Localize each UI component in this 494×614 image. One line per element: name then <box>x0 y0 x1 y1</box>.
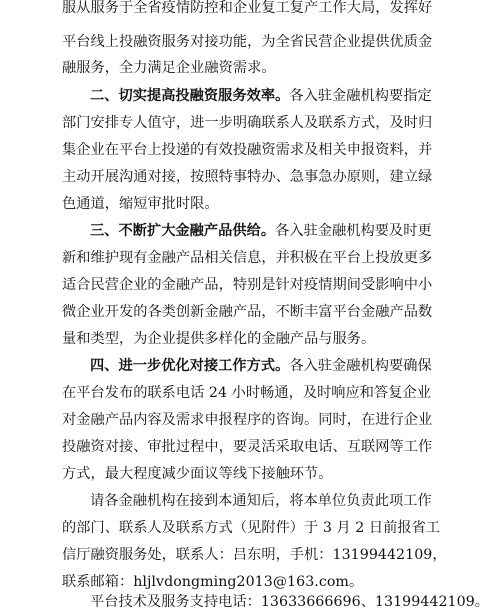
text-line <box>62 408 494 432</box>
text-line <box>62 56 494 80</box>
text-line <box>62 165 494 189</box>
line-text: 融服务，全力满足企业融资需求。 <box>62 60 276 76</box>
text-line <box>62 138 494 162</box>
text-line <box>62 543 494 567</box>
line-text: 新和维护现有金融产品相关信息，并积极在平台上投放更多 <box>62 250 433 266</box>
text-line <box>62 381 494 405</box>
line-text: 联系邮箱：hljlvdongming2013@163.com。 <box>62 574 364 590</box>
line-text: 的部门、联系人及联系方式（见附件）于 3 月 2 日前报省工 <box>62 520 441 536</box>
line-text: 对金融产品内容及需求申报程序的咨询。同时，在进行企业 <box>62 412 433 428</box>
line-text: 集企业在平台上投递的有效投融资需求及相关申报资料，并 <box>62 142 433 158</box>
line-text: 各入驻金融机构要指定 <box>289 88 432 104</box>
section-2-line <box>90 84 494 108</box>
line-text: 信厅融资服务处，联系人：吕东明，手机：13199442109， <box>62 547 447 563</box>
text-line <box>62 462 494 486</box>
line-text: 平台技术及服务支持电话：13633666696、13199442109。 <box>90 594 490 610</box>
section-3-line <box>90 219 494 243</box>
line-text: 平台线上投融资服务对接功能，为全省民营企业提供优质金 <box>62 34 433 50</box>
line-text: 请各金融机构在接到本通知后，将本单位负责此项工作 <box>90 493 432 509</box>
line-text: 投融资对接、审批过程中，要灵活采取电话、互联网等工作 <box>62 439 433 455</box>
section-2-heading: 二、切实提高投融资服务效率。 <box>90 88 290 104</box>
line-text: 微企业开发的各类创新金融产品，不断丰富平台金融产品数 <box>62 304 433 320</box>
line-text: 服从服务于全省疫情防控和企业复工复产工作大局，发挥好 <box>62 0 433 16</box>
line-text: 方式，最大程度减少面议等线下接触环节。 <box>62 466 333 482</box>
line-text: 主动开展沟通对接，按照特事特办、急事急办原则，建立绿 <box>62 169 433 185</box>
text-line <box>62 192 494 216</box>
line-text: 各入驻金融机构要确保 <box>289 358 432 374</box>
text-line <box>62 435 494 459</box>
text-line <box>62 0 494 20</box>
text-line <box>62 327 494 351</box>
line-text: 量和类型，为企业提供多样化的金融产品与服务。 <box>62 331 376 347</box>
text-line <box>62 111 494 135</box>
section-4-line <box>90 354 494 378</box>
text-line <box>90 590 494 614</box>
text-line <box>62 273 494 297</box>
line-text: 色通道，缩短审批时限。 <box>62 196 219 212</box>
text-line <box>62 516 494 540</box>
text-line <box>90 489 494 513</box>
section-3-heading: 三、不断扩大金融产品供给。 <box>90 223 276 239</box>
text-line <box>62 300 494 324</box>
text-line <box>62 30 494 54</box>
line-text: 在平台发布的联系电话 24 小时畅通，及时响应和答复企业 <box>62 385 431 401</box>
line-text: 适合民营企业的金融产品，特别是针对疫情期间受影响中小 <box>62 277 433 293</box>
line-text: 各入驻金融机构要及时更 <box>275 223 432 239</box>
section-4-heading: 四、进一步优化对接工作方式。 <box>90 358 290 374</box>
text-line <box>62 246 494 270</box>
line-text: 部门安排专人值守，进一步明确联系人及联系方式，及时归 <box>62 115 433 131</box>
